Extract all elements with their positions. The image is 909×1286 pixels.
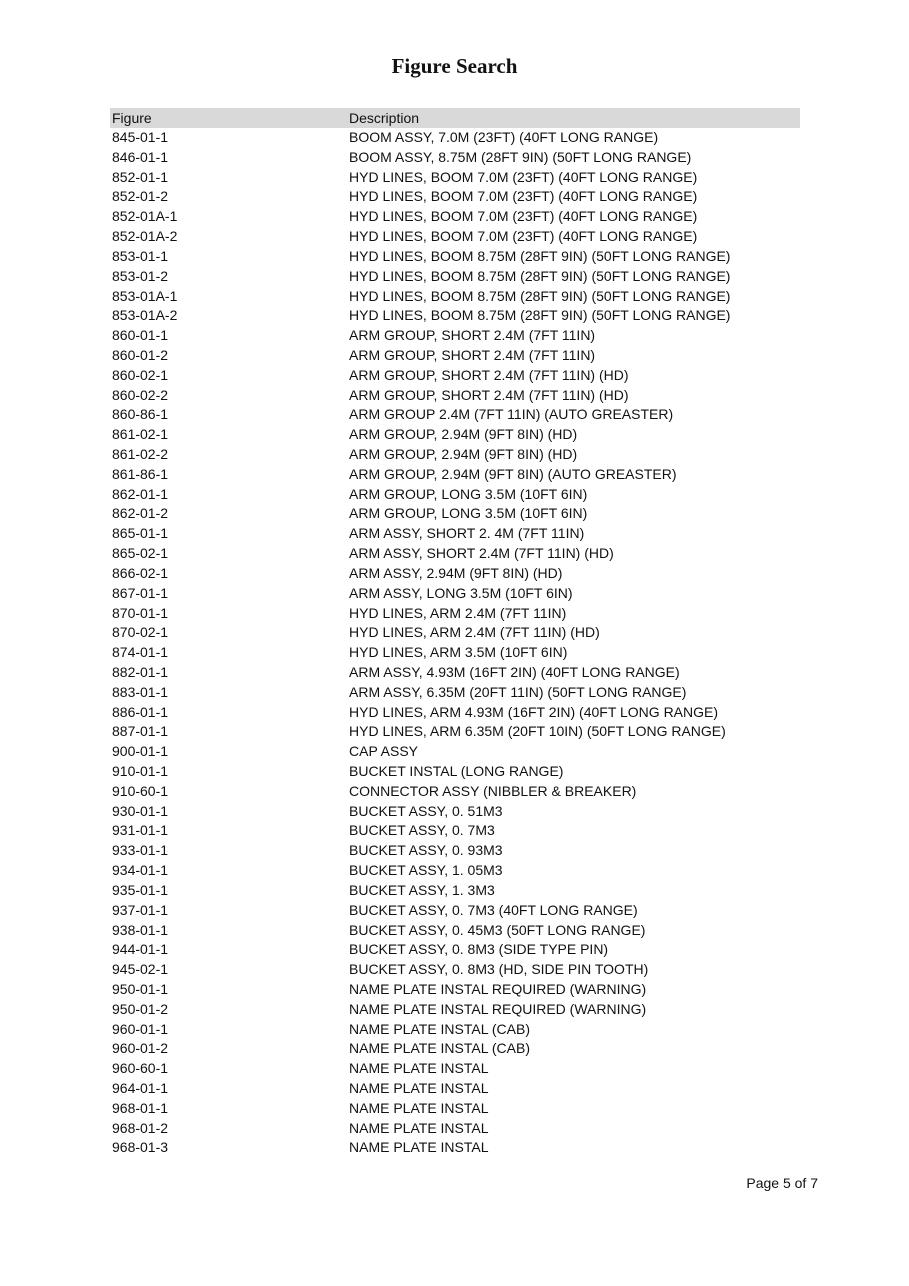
table-row (110, 1119, 800, 1139)
figure-cell: 852-01-1 (112, 168, 169, 185)
description-cell: BUCKET ASSY, 0. 8M3 (SIDE TYPE PIN) (349, 941, 609, 958)
figure-cell: 935-01-1 (112, 881, 169, 898)
table-row (110, 901, 800, 921)
figure-cell: 865-01-1 (112, 525, 169, 542)
description-cell: BUCKET ASSY, 0. 8M3 (HD, SIDE PIN TOOTH) (349, 961, 649, 978)
figure-cell: 860-02-2 (112, 386, 169, 403)
figure-cell: 960-01-1 (112, 1020, 169, 1037)
table-row (110, 564, 800, 584)
table-row (110, 1020, 800, 1040)
table-row (110, 465, 800, 485)
table-body (110, 128, 800, 1158)
figure-cell: 860-01-1 (112, 327, 169, 344)
figure-cell: 883-01-1 (112, 683, 169, 700)
description-cell: CAP ASSY (349, 743, 419, 760)
table-row (110, 623, 800, 643)
figure-cell: 845-01-1 (112, 129, 169, 145)
figure-cell: 882-01-1 (112, 663, 169, 680)
description-cell: HYD LINES, BOOM 8.75M (28FT 9IN) (50FT LONG RANGE) (349, 247, 731, 264)
figure-cell: 852-01A-1 (112, 208, 178, 225)
table-row (110, 821, 800, 841)
figure-cell: 870-01-1 (112, 604, 169, 621)
description-cell: HYD LINES, ARM 2.4M (7FT 11IN) (HD) (349, 624, 600, 641)
description-cell: ARM ASSY, LONG 3.5M (10FT 6IN) (349, 584, 573, 601)
table-row (110, 386, 800, 406)
figure-cell: 853-01A-1 (112, 287, 178, 304)
figure-cell: 861-86-1 (112, 465, 169, 482)
figure-cell: 860-86-1 (112, 406, 169, 423)
description-cell: ARM GROUP 2.4M (7FT 11IN) (AUTO GREASTER) (349, 406, 674, 423)
table-row (110, 405, 800, 425)
figure-cell: 960-60-1 (112, 1060, 169, 1077)
description-cell: NAME PLATE INSTAL (349, 1119, 489, 1136)
figure-cell: 968-01-3 (112, 1139, 169, 1156)
figure-cell: 950-01-2 (112, 1000, 169, 1017)
description-cell: BUCKET ASSY, 0. 93M3 (349, 842, 503, 859)
description-cell: BUCKET ASSY, 0. 45M3 (50FT LONG RANGE) (349, 921, 646, 938)
figure-cell: 860-01-2 (112, 346, 169, 363)
description-cell: NAME PLATE INSTAL (CAB) (349, 1040, 530, 1057)
table-row (110, 683, 800, 703)
figure-cell: 853-01-2 (112, 267, 169, 284)
table-row (110, 148, 800, 168)
figure-cell: 968-01-2 (112, 1119, 169, 1136)
figure-cell: 945-02-1 (112, 961, 169, 978)
table-row (110, 604, 800, 624)
table-row (110, 1039, 800, 1059)
table-row (110, 366, 800, 386)
description-cell: NAME PLATE INSTAL (349, 1139, 489, 1156)
figure-cell: 870-02-1 (112, 624, 169, 641)
page-number: Page 5 of 7 (746, 1175, 818, 1191)
figure-cell: 937-01-1 (112, 901, 169, 918)
table-row (110, 960, 800, 980)
table-row (110, 287, 800, 307)
description-cell: BUCKET ASSY, 1. 05M3 (349, 862, 503, 879)
description-cell: NAME PLATE INSTAL (CAB) (349, 1020, 530, 1037)
table-row (110, 346, 800, 366)
description-cell: HYD LINES, ARM 4.93M (16FT 2IN) (40FT LONG RANGE) (349, 703, 719, 720)
figure-cell: 865-02-1 (112, 545, 169, 562)
description-cell: NAME PLATE INSTAL REQUIRED (WARNING) (349, 1000, 647, 1017)
figure-cell: 861-02-1 (112, 426, 169, 443)
table-row (110, 187, 800, 207)
figure-cell: 934-01-1 (112, 862, 169, 879)
figure-cell: 950-01-1 (112, 980, 169, 997)
table-row (110, 267, 800, 287)
description-cell: HYD LINES, BOOM 7.0M (23FT) (40FT LONG RANGE) (349, 208, 698, 225)
figure-cell: 852-01A-2 (112, 228, 178, 245)
description-cell: HYD LINES, BOOM 8.75M (28FT 9IN) (50FT LONG RANGE) (349, 267, 731, 284)
description-cell: ARM ASSY, 4.93M (16FT 2IN) (40FT LONG RANGE) (349, 663, 680, 680)
figure-cell: 887-01-1 (112, 723, 169, 740)
table-row (110, 663, 800, 683)
description-cell: ARM GROUP, SHORT 2.4M (7FT 11IN) (349, 327, 596, 344)
figure-cell: 968-01-1 (112, 1099, 169, 1116)
description-cell: NAME PLATE INSTAL (349, 1099, 489, 1116)
table-header (110, 108, 800, 128)
table-row (110, 504, 800, 524)
description-cell: BUCKET ASSY, 0. 51M3 (349, 802, 503, 819)
figure-cell: 861-02-2 (112, 446, 169, 462)
table-row (110, 326, 800, 346)
description-cell: ARM GROUP, SHORT 2.4M (7FT 11IN) (HD) (349, 366, 629, 383)
column-header-figure: Figure (112, 110, 152, 126)
table-row (110, 247, 800, 267)
figure-cell: 944-01-1 (112, 941, 169, 958)
table-row (110, 168, 800, 188)
description-cell: ARM GROUP, SHORT 2.4M (7FT 11IN) (349, 346, 596, 363)
description-cell: CONNECTOR ASSY (NIBBLER & BREAKER) (349, 782, 637, 799)
table-row (110, 306, 800, 326)
description-cell: ARM ASSY, SHORT 2.4M (7FT 11IN) (HD) (349, 545, 614, 562)
description-cell: ARM ASSY, 6.35M (20FT 11IN) (50FT LONG RANGE) (349, 683, 687, 700)
column-header-description: Description (349, 110, 420, 126)
description-cell: HYD LINES, ARM 3.5M (10FT 6IN) (349, 644, 568, 661)
table-row (110, 1079, 800, 1099)
figure-cell: 860-02-1 (112, 366, 169, 383)
figure-cell: 852-01-2 (112, 188, 169, 205)
description-cell: ARM GROUP, LONG 3.5M (10FT 6IN) (349, 485, 588, 502)
table-row (110, 584, 800, 604)
description-cell: ARM GROUP, 2.94M (9FT 8IN) (HD) (349, 446, 578, 462)
description-cell: ARM GROUP, 2.94M (9FT 8IN) (HD) (349, 426, 578, 443)
table-row (110, 1099, 800, 1119)
description-cell: NAME PLATE INSTAL REQUIRED (WARNING) (349, 980, 647, 997)
description-cell: BOOM ASSY, 7.0M (23FT) (40FT LONG RANGE) (349, 129, 659, 145)
description-cell: HYD LINES, ARM 2.4M (7FT 11IN) (349, 604, 567, 621)
table-row (110, 207, 800, 227)
figure-cell: 931-01-1 (112, 822, 169, 839)
description-cell: ARM GROUP, 2.94M (9FT 8IN) (AUTO GREASTER) (349, 465, 677, 482)
figure-cell: 933-01-1 (112, 842, 169, 859)
table-row (110, 524, 800, 544)
table-row (110, 742, 800, 762)
description-cell: HYD LINES, BOOM 7.0M (23FT) (40FT LONG RANGE) (349, 228, 698, 245)
description-cell: ARM ASSY, SHORT 2. 4M (7FT 11IN) (349, 525, 585, 542)
table-row (110, 643, 800, 663)
figure-cell: 853-01-1 (112, 247, 169, 264)
figure-table (110, 108, 800, 1158)
table-row (110, 762, 800, 782)
description-cell: ARM GROUP, LONG 3.5M (10FT 6IN) (349, 505, 588, 522)
description-cell: ARM ASSY, 2.94M (9FT 8IN) (HD) (349, 564, 563, 581)
table-row (110, 841, 800, 861)
figure-cell: 853-01A-2 (112, 307, 178, 324)
description-cell: HYD LINES, ARM 6.35M (20FT 10IN) (50FT LONG RANGE) (349, 723, 726, 740)
description-cell: HYD LINES, BOOM 8.75M (28FT 9IN) (50FT LONG RANGE) (349, 307, 731, 324)
figure-cell: 938-01-1 (112, 921, 169, 938)
table-row (110, 544, 800, 564)
table-row (110, 1138, 800, 1158)
figure-cell: 910-60-1 (112, 782, 169, 799)
table-row (110, 485, 800, 505)
table-row (110, 1059, 800, 1079)
table-row (110, 940, 800, 960)
figure-cell: 846-01-1 (112, 148, 169, 165)
table-row (110, 921, 800, 941)
description-cell: HYD LINES, BOOM 7.0M (23FT) (40FT LONG RANGE) (349, 168, 698, 185)
table-row (110, 227, 800, 247)
table-row (110, 1000, 800, 1020)
figure-cell: 866-02-1 (112, 564, 169, 581)
figure-cell: 867-01-1 (112, 584, 169, 601)
table-row (110, 861, 800, 881)
table-row (110, 722, 800, 742)
figure-cell: 910-01-1 (112, 763, 169, 779)
table-row (110, 703, 800, 723)
figure-cell: 886-01-1 (112, 703, 169, 720)
table-row (110, 881, 800, 901)
description-cell: BUCKET ASSY, 0. 7M3 (40FT LONG RANGE) (349, 901, 638, 918)
figure-cell: 874-01-1 (112, 644, 169, 661)
description-cell: ARM GROUP, SHORT 2.4M (7FT 11IN) (HD) (349, 386, 629, 403)
figure-cell: 900-01-1 (112, 743, 169, 760)
figure-cell: 930-01-1 (112, 802, 169, 819)
table-row (110, 980, 800, 1000)
description-cell: BUCKET ASSY, 1. 3M3 (349, 881, 495, 898)
figure-cell: 862-01-1 (112, 485, 169, 502)
table-row (110, 128, 800, 148)
figure-cell: 960-01-2 (112, 1040, 169, 1057)
description-cell: HYD LINES, BOOM 8.75M (28FT 9IN) (50FT LONG RANGE) (349, 287, 731, 304)
figure-cell: 862-01-2 (112, 505, 169, 522)
description-cell: HYD LINES, BOOM 7.0M (23FT) (40FT LONG RANGE) (349, 188, 698, 205)
description-cell: BOOM ASSY, 8.75M (28FT 9IN) (50FT LONG RANGE) (349, 148, 692, 165)
description-cell: BUCKET INSTAL (LONG RANGE) (349, 763, 564, 779)
table-row (110, 802, 800, 822)
description-cell: NAME PLATE INSTAL (349, 1060, 489, 1077)
page-title: Figure Search (391, 54, 518, 78)
table-row (110, 445, 800, 465)
description-cell: NAME PLATE INSTAL (349, 1080, 489, 1096)
description-cell: BUCKET ASSY, 0. 7M3 (349, 822, 495, 839)
figure-cell: 964-01-1 (112, 1080, 169, 1096)
table-row (110, 782, 800, 802)
table-row (110, 425, 800, 445)
